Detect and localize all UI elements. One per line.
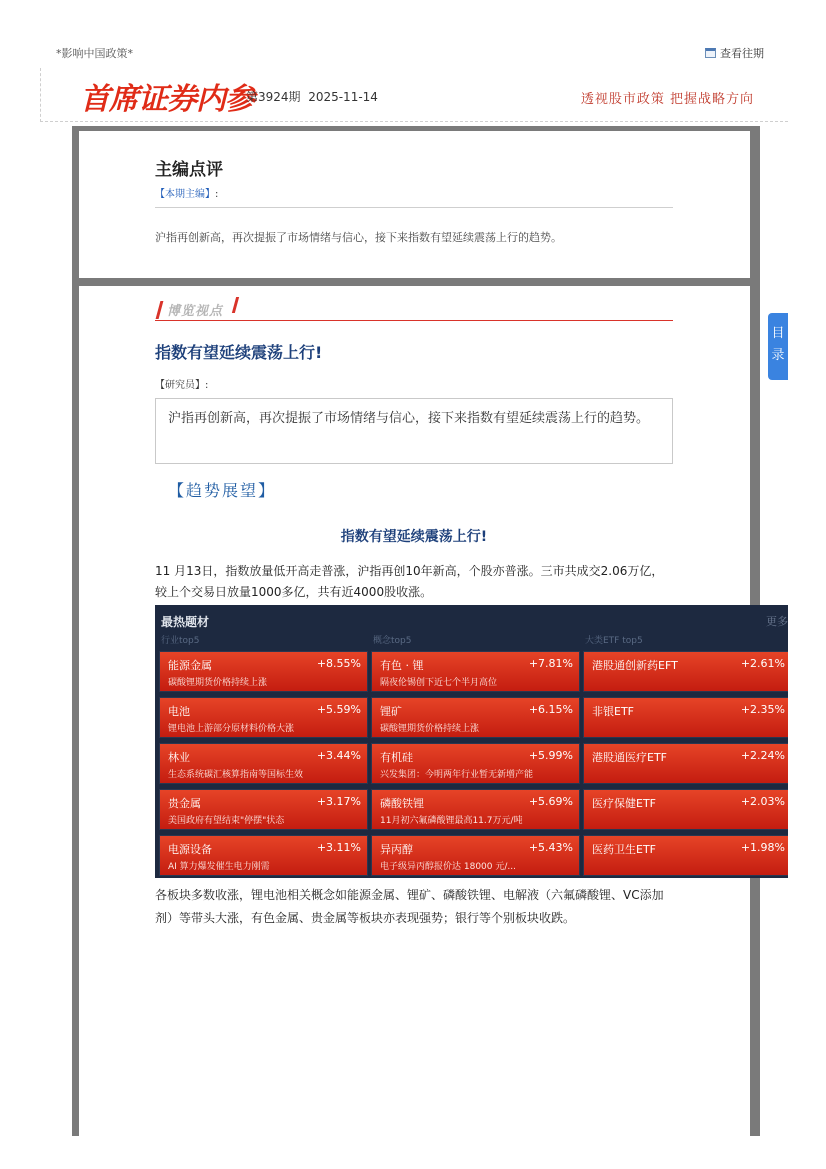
top-tag: *影响中国政策* [56, 47, 133, 60]
topic-change: +2.61% [740, 657, 785, 670]
hot-topics-title: 最热题材 [161, 615, 210, 629]
issue-info [246, 88, 378, 105]
topic-name: 港股通创新药EFT [592, 659, 678, 672]
hot-topic-cell[interactable] [371, 789, 580, 830]
masthead [40, 68, 788, 122]
topic-name: 医疗保健ETF [592, 797, 656, 810]
topic-note: 隔夜伦锡创下近七个半月高位 [380, 678, 498, 688]
topic-change: +5.59% [316, 703, 361, 716]
topic-name: 贵金属 [168, 797, 201, 810]
trend-header: 【趋势展望】 [168, 481, 277, 500]
topic-change: +2.24% [740, 749, 785, 762]
hot-topic-cell[interactable] [371, 651, 580, 692]
slogan: 透视股市政策 把握战略方向 [580, 92, 754, 107]
topic-note: 兴发集团：今明两年行业暂无新增产能 [380, 770, 534, 780]
topic-change: +5.99% [528, 749, 573, 762]
topic-change: +3.44% [316, 749, 361, 762]
market-paragraph: 11 月13日，指数放量低开高走普涨，沪指再创10年新高，个股亦普涨。三市共成交2.06万亿，较上个交易日放量1000多亿，共有近4000股收涨。 [155, 564, 664, 599]
hot-topics-panel [155, 605, 788, 878]
issue-date: 2025-11-14 [308, 90, 378, 104]
article-title: 指数有望延续震荡上行! [155, 343, 323, 362]
topic-name: 有色 · 锂 [380, 659, 424, 672]
hot-topic-cell[interactable] [371, 743, 580, 784]
topic-note: 碳酸锂期货价格持续上涨 [380, 724, 480, 734]
topic-name: 异丙醇 [380, 843, 413, 856]
brand-logo: 首席证券内参 [80, 82, 254, 117]
topic-note: 电子级异丙醇报价达 18000 元/... [380, 862, 516, 872]
topic-change: +7.81% [528, 657, 573, 670]
view-section-header [155, 297, 673, 321]
topic-note: 碳酸锂期货价格持续上涨 [168, 678, 268, 688]
topic-change: +5.69% [528, 795, 573, 808]
history-link-label: 查看往期 [720, 47, 764, 60]
hot-topic-cell[interactable] [583, 789, 788, 830]
hot-topic-cell[interactable] [159, 697, 368, 738]
hot-topic-cell[interactable] [583, 651, 788, 692]
topic-change: +3.11% [316, 841, 361, 854]
hot-topic-cell[interactable] [159, 651, 368, 692]
topic-name: 林业 [168, 751, 190, 764]
view-section-label: 博览视点 [167, 304, 224, 319]
hot-topic-cell[interactable] [583, 743, 788, 784]
editor-label-colon: : [215, 189, 219, 200]
topic-name: 电池 [168, 705, 190, 718]
hot-topic-cell[interactable] [371, 697, 580, 738]
topic-note: 11月初六氟磷酸锂最高11.7万元/吨 [380, 816, 523, 826]
toc-tab[interactable]: 目录 [768, 313, 788, 380]
column-label-concept: 概念top5 [373, 636, 412, 646]
topic-note: 锂电池上游部分原材料价格大涨 [168, 724, 295, 734]
hot-topic-cell[interactable] [583, 697, 788, 738]
topic-note: 美国政府有望结束"停摆"状态 [168, 816, 285, 826]
topic-name: 非银ETF [592, 705, 634, 718]
hot-topic-cell[interactable] [371, 835, 580, 876]
hot-topic-cell[interactable] [159, 743, 368, 784]
topic-name: 磷酸铁锂 [380, 797, 424, 810]
researcher-label: 【研究员】: [155, 380, 209, 391]
accent-bar-right [232, 297, 239, 313]
topic-name: 锂矿 [380, 705, 402, 718]
editor-summary: 沪指再创新高，再次提振了市场情绪与信心，接下来指数有望延续震荡上行的趋势。 [155, 231, 562, 244]
topic-change: +6.15% [528, 703, 573, 716]
more-link[interactable]: 更多 [766, 615, 788, 628]
trend-title: 指数有望延续震荡上行! [340, 529, 488, 545]
topic-name: 医药卫生ETF [592, 843, 656, 856]
topic-note: AI 算力爆发催生电力刚需 [168, 862, 270, 872]
divider [155, 207, 673, 208]
hot-topic-cell[interactable] [583, 835, 788, 876]
editor-label-bracket: 【本期主编】 [155, 189, 215, 200]
topic-name: 电源设备 [168, 843, 212, 856]
topic-change: +8.55% [316, 657, 361, 670]
summary-quote: 沪指再创新高，再次提振了市场情绪与信心，接下来指数有望延续震荡上行的趋势。 [155, 398, 673, 464]
calendar-icon [705, 48, 716, 58]
topic-change: +5.43% [528, 841, 573, 854]
hot-topic-cell[interactable] [159, 835, 368, 876]
editor-label [155, 185, 218, 200]
history-link[interactable] [705, 45, 764, 61]
topic-name: 有机硅 [380, 751, 413, 764]
topic-change: +2.03% [740, 795, 785, 808]
masthead-divider [40, 68, 41, 122]
column-label-industry: 行业top5 [161, 636, 200, 646]
topic-change: +2.35% [740, 703, 785, 716]
topic-note: 生态系统碳汇核算指南等国标生效 [168, 770, 304, 780]
topic-change: +1.98% [740, 841, 785, 854]
accent-bar-left [156, 301, 164, 319]
topic-name: 港股通医疗ETF [592, 751, 667, 764]
topic-change: +3.17% [316, 795, 361, 808]
editor-card [79, 131, 750, 278]
editor-title: 主编点评 [155, 160, 223, 180]
hot-topic-cell[interactable] [159, 789, 368, 830]
column-label-etf: 大类ETF top5 [585, 636, 643, 646]
topic-name: 能源金属 [168, 659, 212, 672]
issue-number: 第3924期 [246, 90, 301, 104]
sector-paragraph: 各板块多数收涨，锂电池相关概念如能源金属、锂矿、磷酸铁锂、电解液（六氟磷酸锂、VC添加剂）等带头大涨，有色金属、贵金属等板块亦表现强势；银行等个别板块收跌。 [155, 888, 664, 925]
